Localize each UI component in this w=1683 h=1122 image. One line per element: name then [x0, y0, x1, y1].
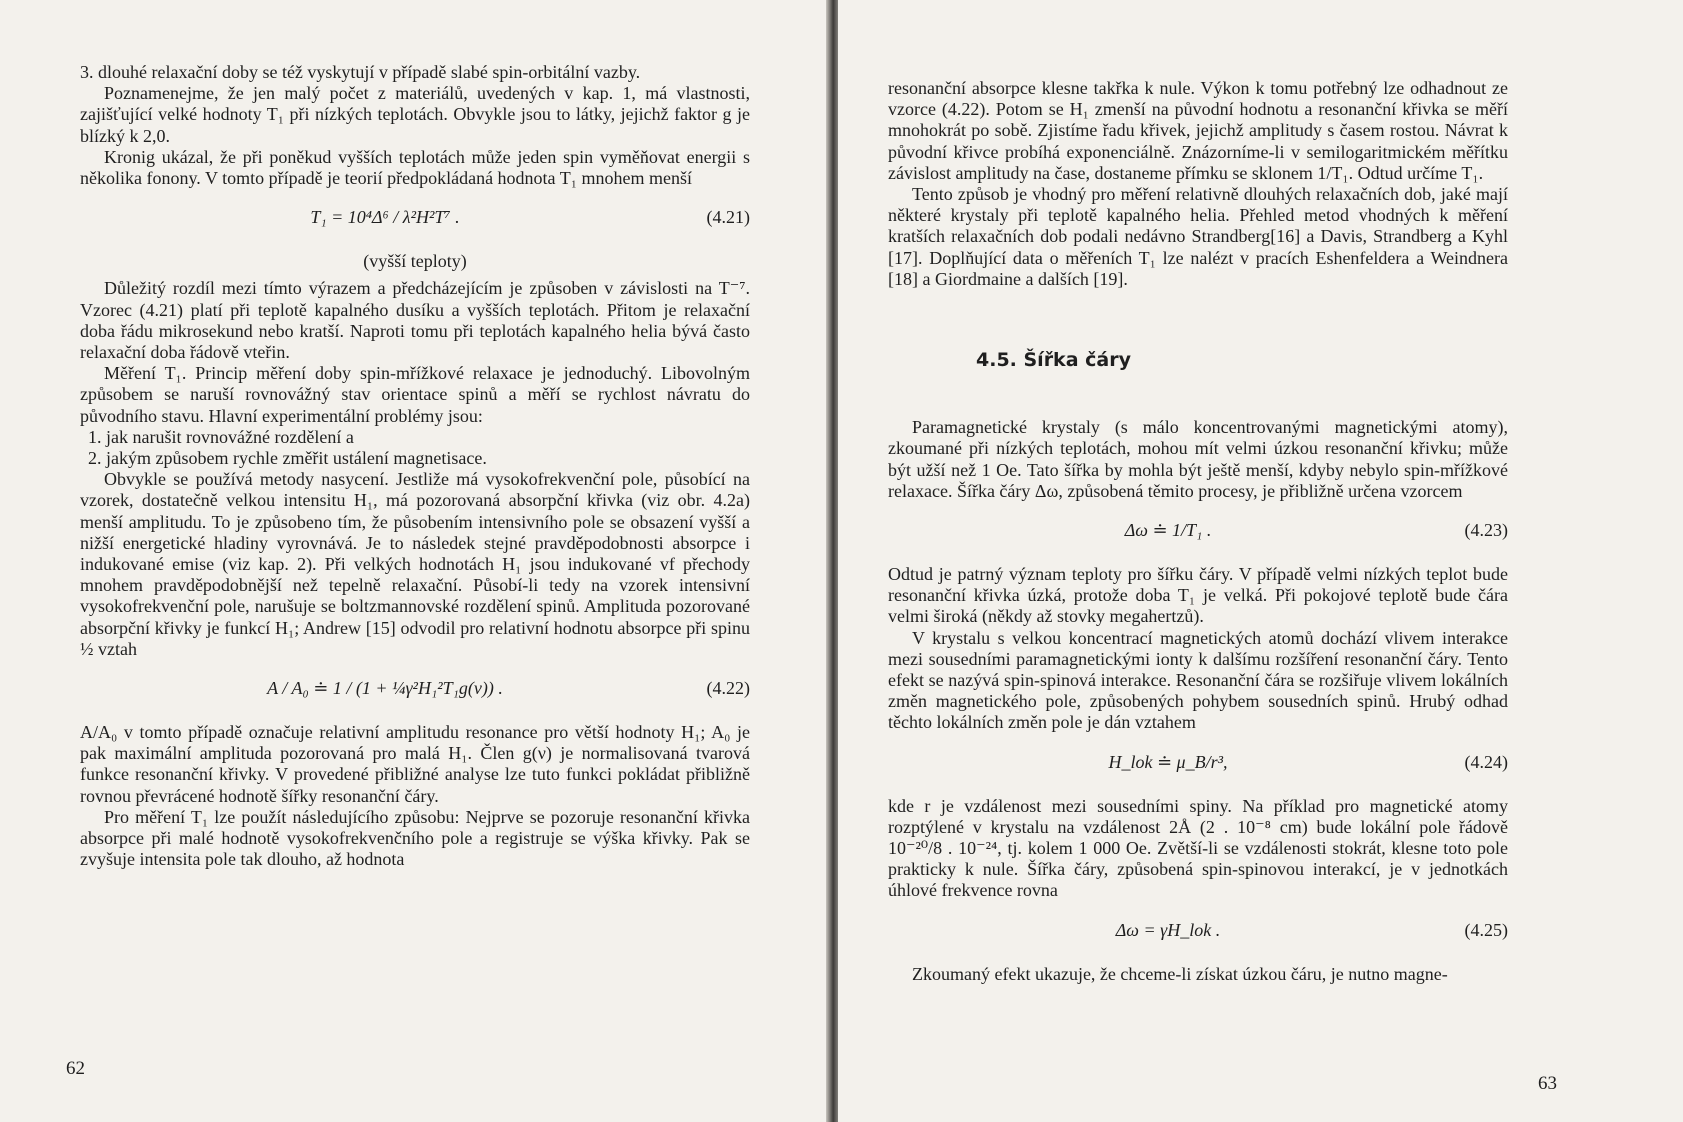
left-page-text: [80, 62, 750, 871]
equation-body: H_lok ≐ μ_B/r³,: [1108, 751, 1228, 772]
paragraph: A/A₀ v tomto případě označuje relativní amplitudu resonance pro větší hodnoty H₁; A₀ je pak maximální amplituda pozorovaná pro malá H₁. Člen g(ν) je normalisovaná tvarová funkce resonanční křivky. V provedené přibližné analyse lze tuto funkci pokládat přibližně rovnou převrácené hodnotě šířky resonanční čáry.: [80, 722, 750, 806]
paragraph: Zkoumaný efekt ukazuje, že chceme-li získat úzkou čáru, je nutno magne-: [912, 963, 1448, 984]
equation-4-22: [80, 664, 750, 718]
paragraph: Kronig ukázal, že při poněkud vyšších teplotách může jeden spin vyměňovat energii s několika fonony. V tomto případě je teorií předpokládaná hodnota T₁ mnohem menší: [80, 146, 750, 189]
equation-body: T₁ = 10⁴Δ⁶ / λ²H²T⁷ .: [310, 207, 460, 228]
page-number: 62: [66, 1058, 85, 1079]
list-item: 2. jakým způsobem rychle změřit ustálení magnetisace.: [88, 448, 487, 469]
paragraph: 3. dlouhé relaxační doby se též vyskytují v případě slabé spin-orbitální vazby.: [80, 62, 641, 82]
equation-number: (4.23): [1464, 520, 1508, 541]
paragraph: Poznamenejme, že jen malý počet z materiálů, uvedených v kap. 1, má vlastnosti, zajišťující velké hodnoty T₁ při nízkých teplotách. Obvykle jsou to látky, jejichž faktor g je blízký k 2,0.: [80, 83, 750, 146]
equation-4-25: [888, 906, 1508, 960]
equation-4-21: [80, 193, 750, 247]
paragraph: Tento způsob je vhodný pro měření relativně dlouhých relaxačních dob, jaké mají některé krystaly při teplotě kapalného helia. Přehled metod vhodných k měření kratších relaxačních dob podali nedávno Strandberg[16] a Davis, Strandberg a Kyhl [17]. Doplňující data o měřeních T₁ lze nalézt v pracích Eshenfeldera a Weindnera [18] a Giordmaine a dalších [19].: [888, 184, 1508, 289]
equation-body: A / A₀ ≐ 1 / (1 + ¼γ²H₁²T₁g(ν)) .: [267, 678, 503, 699]
equation-4-23: [888, 506, 1508, 560]
left-page: [0, 0, 832, 1122]
paragraph: Pro měření T₁ lze použít následujícího způsobu: Nejprve se pozoruje resonanční křivka absorpce při malé hodnotě vysokofrekvenčního pole a registruje se výška křivky. Pak se zvyšuje intensita pole tak dlouho, až hodnota: [80, 806, 750, 870]
equation-number: (4.21): [706, 207, 750, 228]
equation-body: Δω = γH_lok .: [1115, 919, 1221, 940]
right-page-text: [888, 78, 1508, 985]
equation-caption: (vyšší teploty): [363, 251, 467, 272]
paragraph: kde r je vzdálenost mezi sousedními spiny. Na příklad pro magnetické atomy rozptýlené v krystalu na vzdálenost 2Å (2 . 10⁻⁸ cm) bude lokální pole řádově 10⁻²⁰/8 . 10⁻²⁴, tj. kolem 1 000 Oe. Zvětší-li se vzdálenosti stokrát, klesne toto pole prakticky k nule. Šířka čáry, způsobená spin-spinovou interakcí, je v jednotkách úhlové frekvence rovna: [888, 795, 1508, 901]
paragraph: V krystalu s velkou koncentrací magnetických atomů dochází vlivem interakce mezi sousedními paramagnetickými ionty k dalšímu rozšíření resonanční čáry. Tento efekt se nazývá spin-spinová interakce. Resonanční čára se rozšiřuje vlivem lokálních změn magnetického pole, způsobených pohybem sousedních spinů. Hrubý odhad těchto lokálních změn pole je dán vztahem: [888, 627, 1508, 733]
equation-number: (4.24): [1464, 751, 1508, 772]
equation-body: Δω ≐ 1/T₁ .: [1124, 520, 1212, 541]
paragraph: Paramagnetické krystaly (s málo koncentrovanými magnetickými atomy), zkoumané při nízkých teplotách, mohou mít velmi úzkou resonanční křivku; může být užší než 1 Oe. Tato šířka by mohla být ještě menší, kdyby nebylo spin-mřížkové relaxace. Šířka čáry Δω, způsobená těmito procesy, je přibližně určena vzorcem: [888, 417, 1508, 501]
page-number: 63: [1538, 1073, 1557, 1094]
paragraph: Měření T₁. Princip měření doby spin-mřížkové relaxace je jednoduchý. Libovolným způsobem se naruší rovnovážný stav orientace spinů a měří se rychlost návratu do původního stavu. Hlavní experimentální problémy jsou:: [80, 363, 750, 426]
list-item: 1. jak narušit rovnovážné rozdělení a: [88, 426, 354, 447]
paragraph: Obvykle se používá metody nasycení. Jestliže má vysokofrekvenční pole, působící na vzorek, dostatečně velkou intensitu H₁, má pozorovaná absorpční křivka (viz obr. 4.2a) menší amplitudu. To je způsobeno tím, že působením intensivního pole se obsazení vyšší a nižší energetické hladiny vyrovnává. Je to následek stejné pravděpodobnosti absorpce i indukované emise (viz kap. 2). Při velkých hodnotách H₁ jsou indukované vf přechody mnohem pravděpodobnější než tepelně relaxační. Působí-li tedy na vzorek intensivní vysokofrekvenční pole, narušuje se boltzmannovské rozdělení spinů. Amplituda pozorované absorpční křivky je funkcí H₁; Andrew [15] odvodil pro relativní hodnotu absorpce při spinu ½ vztah: [80, 469, 750, 659]
right-page: [838, 0, 1683, 1122]
paragraph: Důležitý rozdíl mezi tímto výrazem a předcházejícím je způsoben v závislosti na T⁻⁷. Vzorec (4.21) platí při teplotě kapalného dusíku a vyšších teplotách. Přitom je relaxační doba řádu mikrosekund nebo kratší. Naproti tomu při teplotách kapalného helia bývá často relaxační doba řádově vteřin.: [80, 278, 750, 363]
equation-number: (4.25): [1464, 919, 1508, 940]
paragraph: Odtud je patrný význam teploty pro šířku čáry. V případě velmi nízkých teplot bude resonanční křivka úzká, protože doba T₁ je velká. Při pokojové teplotě bude čára velmi široká (někdy až stovky megahertzů).: [888, 564, 1508, 627]
section-heading: 4.5. Šířka čáry: [976, 349, 1131, 372]
paragraph: resonanční absorpce klesne takřka k nule. Výkon k tomu potřebný lze odhadnout ze vzorce (4.22). Potom se H₁ zmenší na původní hodnotu a resonanční křivka se měří mnohokrát po sobě. Zjistíme řadu křivek, jejichž amplitudy s časem rostou. Návrat k původní křivce probíhá exponenciálně. Znázorníme-li v semilogaritmickém měřítku závislost amplitudy na čase, dostaneme přímku se sklonem 1/T₁. Odtud určíme T₁.: [888, 78, 1508, 183]
equation-4-24: [888, 738, 1508, 792]
equation-number: (4.22): [706, 678, 750, 699]
